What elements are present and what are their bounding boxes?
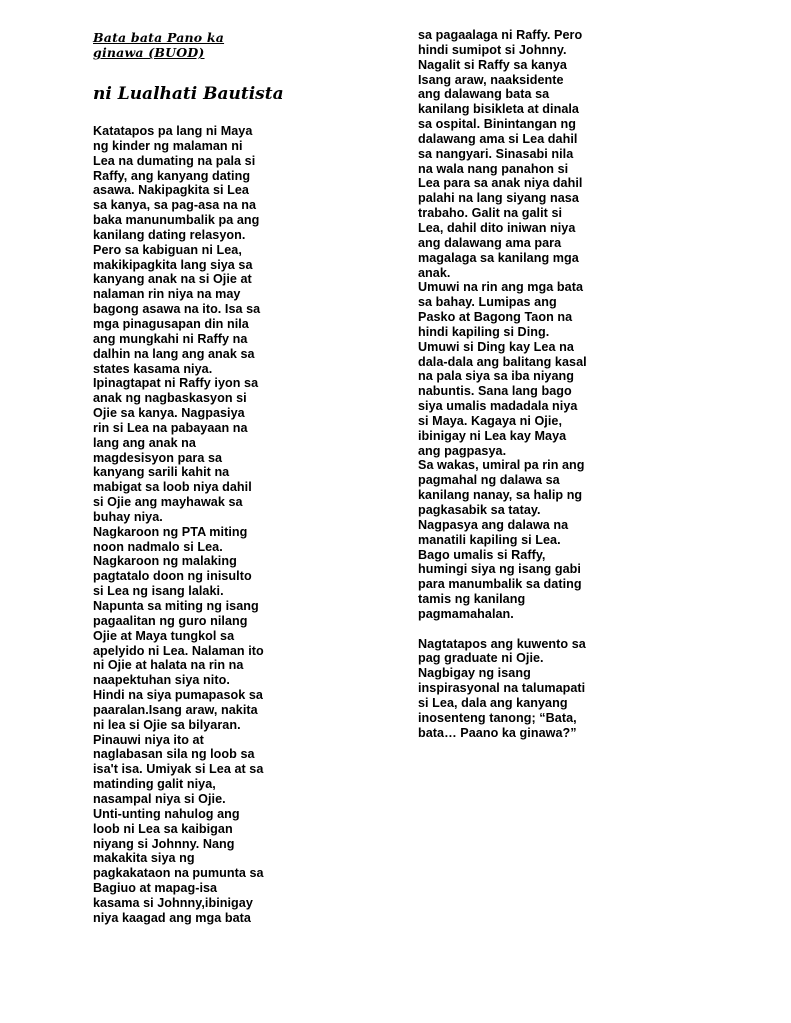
paragraph-spacer bbox=[418, 622, 608, 637]
paragraph: sa pagaalaga ni Raffy. Pero hindi sumipot si Johnny. Nagalit si Raffy sa kanya Isang araw, naaksidente ang dalawang bata sa kanilang bisikleta at dinala sa ospital. Binintangan ng dalawang ama si Lea dahil sa nangyari. Sinasabi nila na wala nang panahon si Lea para sa anak niya dahil palahi na lang siyang nasa trabaho. Galit na galit si Lea, dahil dito iniwan niya ang dalawang ama para magalaga sa kanilang mga anak. bbox=[418, 28, 583, 280]
right-text-column bbox=[418, 28, 608, 741]
author-line: ni Lualhati Bautista bbox=[93, 84, 284, 104]
paragraph: Nagtatapos ang kuwento sa pag graduate ni Ojie. Nagbigay ng isang inspirasyonal na talumapati si Lea, dala ang kanyang inosenteng tanong; “Bata, bata… Paano ka ginawa?” bbox=[418, 636, 586, 740]
left-text-column bbox=[93, 124, 283, 926]
paragraph: Nagkaroon ng PTA miting noon nadmalo si Lea. Nagkaroon ng malaking pagtatalo doon ng inisulto si Lea ng isang lalaki. Napunta sa miting ng isang pagaalitan ng guro nilang Ojie at Maya tungkol sa apelyido ni Lea. Nalaman ito ni Ojie at halata na rin na naapektuhan siya nito. Hindi na siya pumapasok sa paaralan.Isang araw, nakita ni lea si Ojie sa bilyaran. Pinauwi niya ito at naglabasan sila ng loob sa isa't isa. Umiyak si Lea at sa matinding galit niya, nasampal niya si Ojie. Unti-unting nahulog ang loob ni Lea sa kaibigan niyang si Johnny. Nang makakita siya ng pagkakataon na pumunta sa Bagiuo at mapag-isa kasama si Johnny,ibinigay niya kaagad ang mga bata bbox=[93, 524, 264, 925]
document-title: Bata bata Pano ka ginawa (BUOD) bbox=[93, 30, 225, 60]
paragraph: Sa wakas, umiral pa rin ang pagmahal ng dalawa sa kanilang nanay, sa halip ng pagkasabik sa tatay. Nagpasya ang dalawa na manatili kapiling si Lea. Bago umalis si Raffy, humingi siya ng isang gabi para manumbalik sa dating tamis ng kanilang pagmamahalan. bbox=[418, 458, 585, 621]
paragraph: Ipinagtapat ni Raffy iyon sa anak ng nagbaskasyon si Ojie sa kanya. Nagpasiya rin si Lea na pabayaan na lang ang anak na magdesisyon para sa kanyang sarili kahit na mabigat sa loob niya dahil si Ojie ang mayhawak sa buhay niya. bbox=[93, 376, 259, 524]
paragraph: Katatapos pa lang ni Maya ng kinder ng malaman ni Lea na dumating na pala si Raffy, ang kanyang dating asawa. Nakipagkita si Lea sa kanya, sa pag-asa na na baka manunumbalik pa ang kanilang dating relasyon. Pero sa kabiguan ni Lea, makikipagkita lang siya sa kanyang anak na si Ojie at nalaman rin niya na may bagong asawa na ito. Isa sa mga pinagusapan din nila ang mungkahi ni Raffy na dalhin na lang ang anak sa states kasama niya. bbox=[93, 124, 261, 376]
paragraph: Umuwi na rin ang mga bata sa bahay. Lumipas ang Pasko at Bagong Taon na hindi kapiling si Ding. Umuwi si Ding kay Lea na dala-dala ang balitang kasal na pala siya sa iba niyang nabuntis. Sana lang bago siya umalis madadala niya si Maya. Kagaya ni Ojie, ibinigay ni Lea kay Maya ang pagpasya. bbox=[418, 280, 587, 458]
